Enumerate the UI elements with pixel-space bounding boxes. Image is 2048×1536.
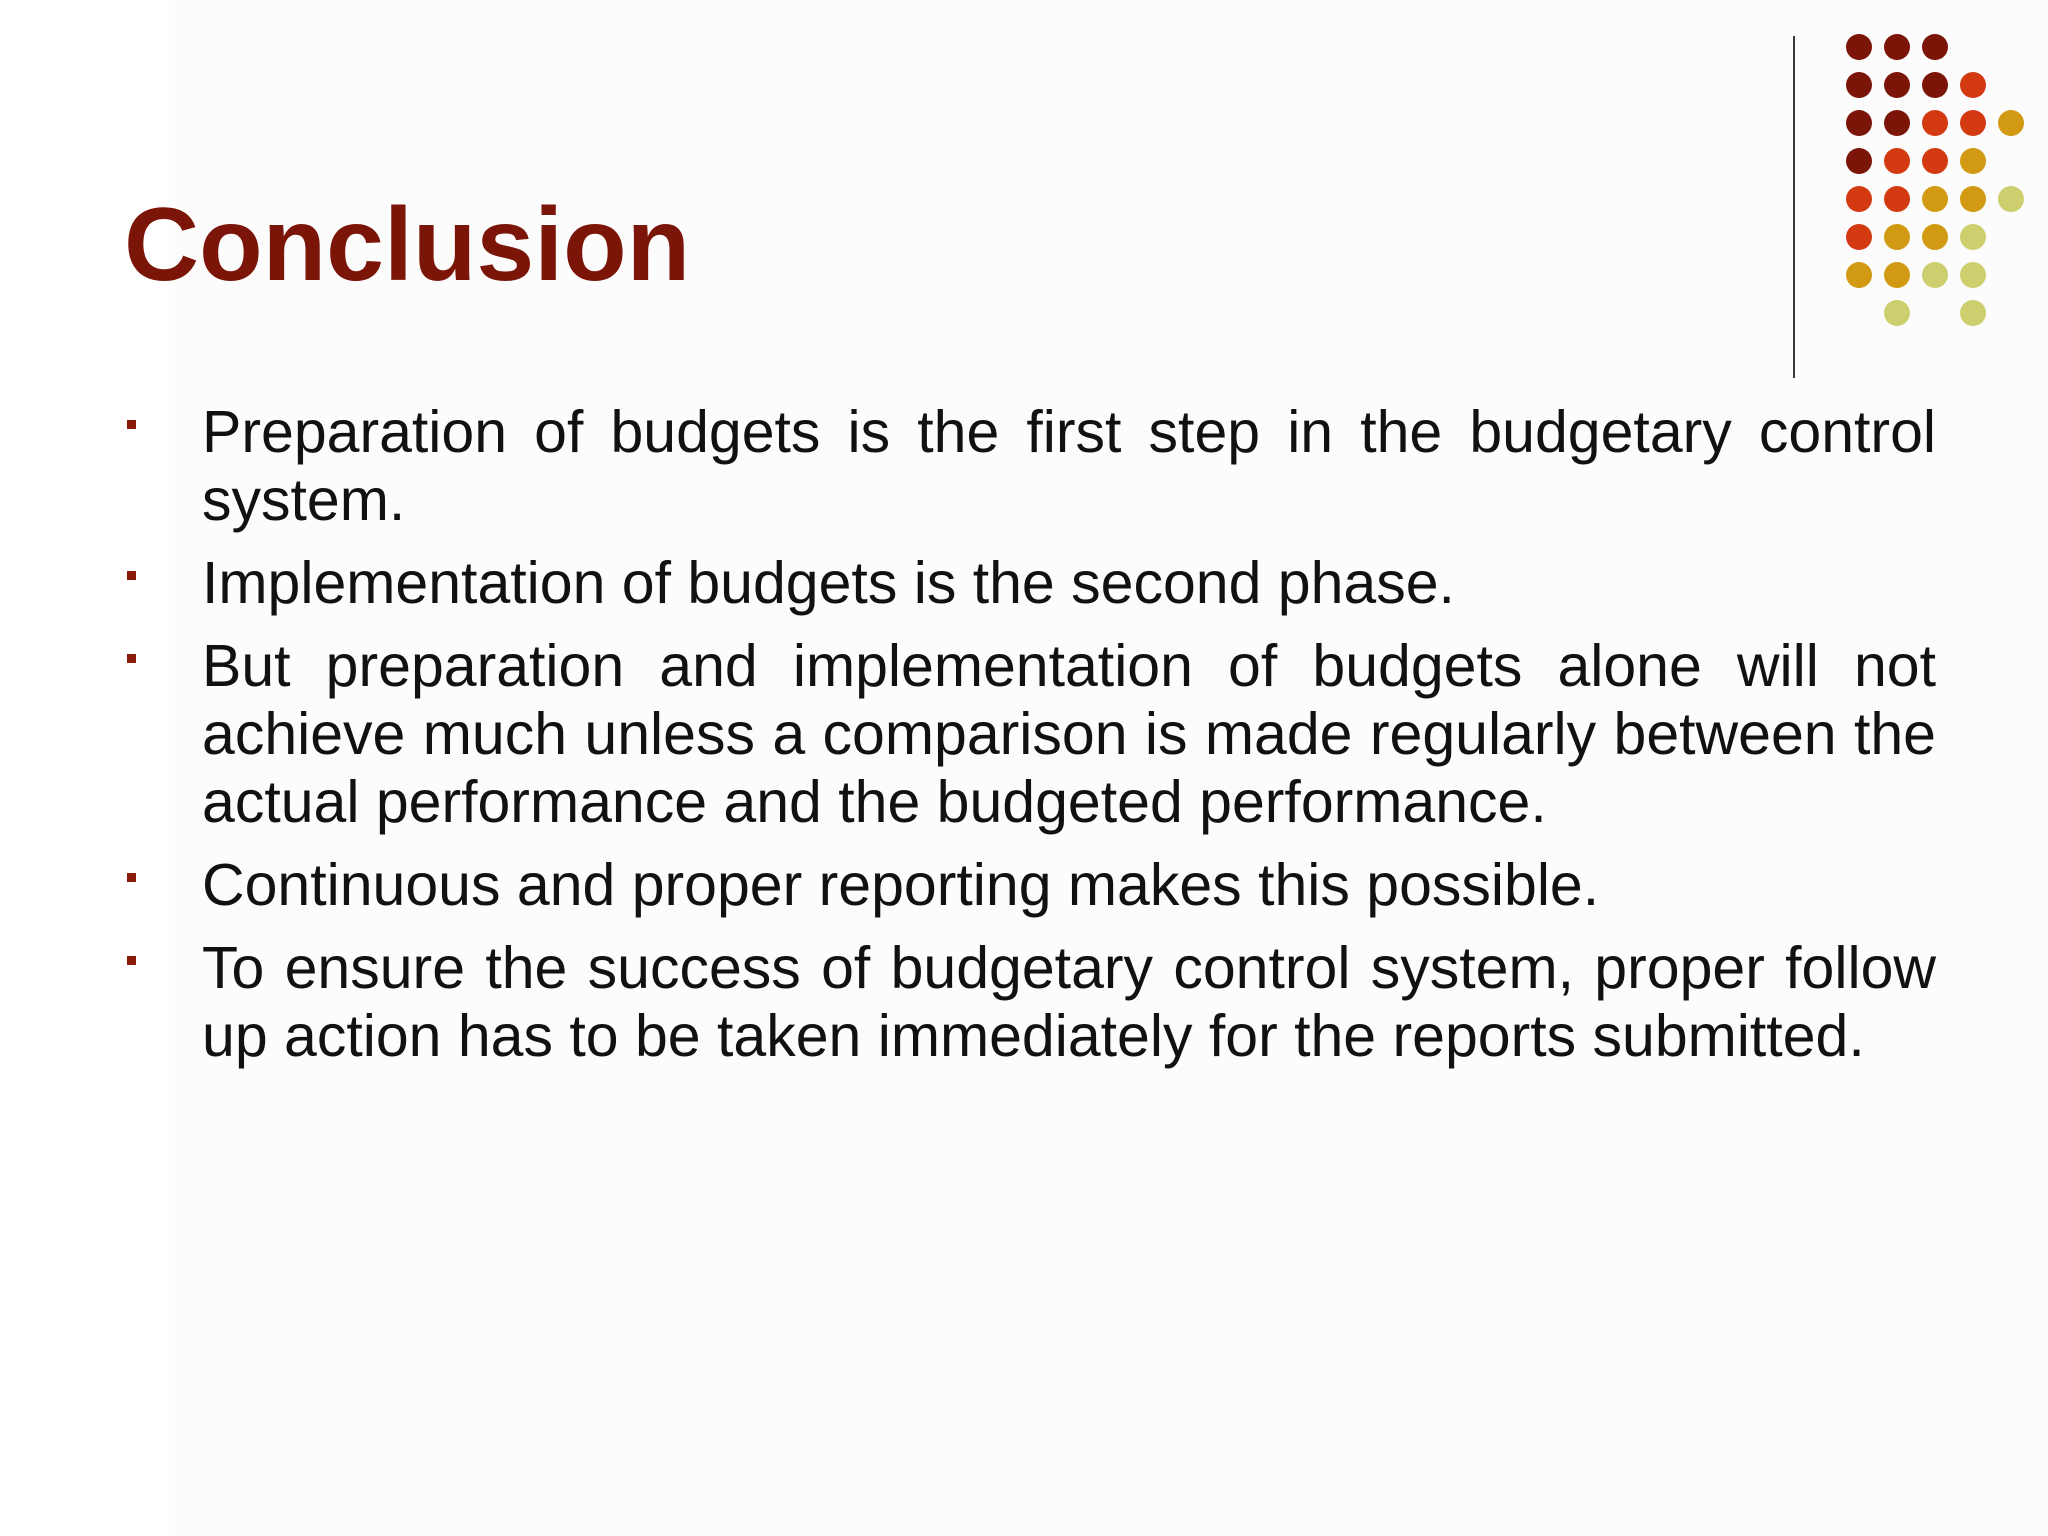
bullet-list: [124, 398, 1936, 1085]
decorative-dot: [1922, 72, 1948, 98]
decorative-dot: [1922, 148, 1948, 174]
decorative-dot: [1922, 262, 1948, 288]
decorative-dot: [1960, 186, 1986, 212]
decorative-dot: [1884, 148, 1910, 174]
decorative-dot: [1960, 224, 1986, 250]
bullet-text: To ensure the success of budgetary control system, proper follow up action has to be taken immediately for the reports submitted.: [202, 935, 1936, 1069]
decorative-dot: [1998, 186, 2024, 212]
square-bullet-icon: [127, 571, 136, 580]
square-bullet-icon: [127, 654, 136, 663]
decorative-dot: [1884, 186, 1910, 212]
decorative-dot: [1884, 34, 1910, 60]
bullet-text: Implementation of budgets is the second phase.: [202, 550, 1455, 616]
decorative-dot: [1846, 110, 1872, 136]
slide-title: Conclusion: [124, 187, 691, 303]
decorative-dot: [1922, 34, 1948, 60]
bullet-text: Continuous and proper reporting makes this possible.: [202, 852, 1600, 918]
bullet-text: Preparation of budgets is the first step in the budgetary control system.: [202, 399, 1936, 533]
decorative-dot: [1884, 224, 1910, 250]
decorative-dot: [1884, 110, 1910, 136]
bullet-item: [124, 632, 1936, 836]
bullet-item: [124, 934, 1936, 1070]
decorative-dot: [1846, 148, 1872, 174]
decorative-dot: [1922, 110, 1948, 136]
decorative-dot: [1884, 72, 1910, 98]
decorative-dot: [1922, 186, 1948, 212]
decorative-dot: [1884, 262, 1910, 288]
square-bullet-icon: [127, 956, 136, 965]
decorative-dot: [1998, 110, 2024, 136]
square-bullet-icon: [127, 873, 136, 882]
bullet-text: But preparation and implementation of budgets alone will not achieve much unless a comparison is made regularly between the actual performance and the budgeted performance.: [202, 633, 1936, 835]
decorative-dot: [1884, 300, 1910, 326]
decorative-dot: [1960, 148, 1986, 174]
decorative-dot: [1922, 224, 1948, 250]
bullet-item: [124, 549, 1936, 617]
bullet-item: [124, 398, 1936, 534]
square-bullet-icon: [127, 420, 136, 429]
bullet-item: [124, 851, 1936, 919]
decorative-dot: [1846, 186, 1872, 212]
decorative-dot: [1846, 34, 1872, 60]
decorative-dot: [1960, 110, 1986, 136]
decorative-dot: [1846, 224, 1872, 250]
decorative-dot: [1960, 300, 1986, 326]
vertical-divider: [1793, 36, 1795, 378]
decorative-dot: [1846, 72, 1872, 98]
decorative-dot: [1960, 72, 1986, 98]
decorative-dot: [1846, 262, 1872, 288]
decorative-dot: [1960, 262, 1986, 288]
